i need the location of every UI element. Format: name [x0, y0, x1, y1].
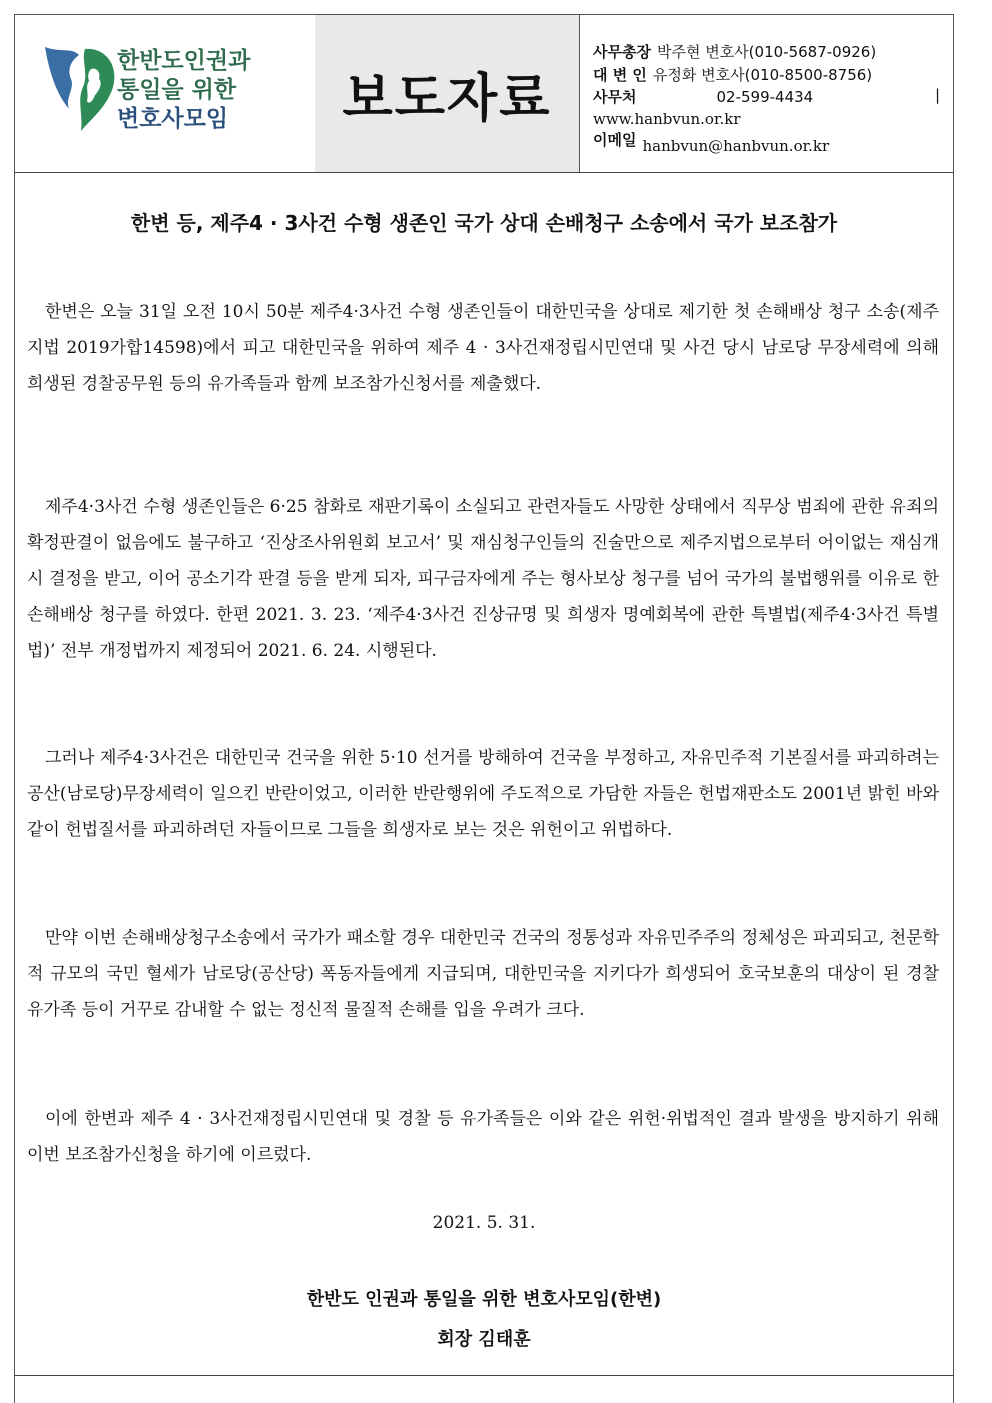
bottom-rule: [15, 1375, 953, 1376]
paragraph-3: [27, 740, 939, 848]
contact-cell: [579, 15, 953, 172]
organization-name: 한반도 인권과 통일을 위한 변호사모임(한변): [306, 1289, 662, 1310]
secretary-row: [593, 41, 876, 62]
title-cell: [315, 15, 580, 172]
office-value: 02-599-4434: [716, 88, 814, 106]
spokesperson-row: [593, 64, 872, 85]
paragraph-5: [27, 1101, 939, 1173]
document-frame: [14, 14, 954, 1403]
press-release-title: 보도자료: [342, 69, 552, 129]
paragraph-1-text: 한변은 오늘 31일 오전 10시 50분 제주4·3사건 수형 생존인들이 대한민국을 상대로 제기한 첫 손해배상 청구 소송(제주지법 2019가합14598)에서 피고 대한민국을 위하여 제주 4 · 3사건재정립시민연대 및 사건 당시 남로당 무장세력에 의해 희생된 경찰공무원 등의 유가족들과 함께 보조참가신청서를 제출했다.: [27, 302, 939, 394]
secretary-label: 사무총장: [593, 43, 651, 61]
paragraph-4: [27, 920, 939, 1028]
president-name: 회장 김태훈: [437, 1329, 531, 1350]
office-label: 사무처: [593, 88, 637, 106]
spokesperson-label: 대 변 인: [593, 66, 647, 84]
paragraph-5-text: 이에 한변과 제주 4 · 3사건재정립시민연대 및 경찰 등 유가족들은 이와 같은 위헌·위법적인 결과 발생을 방지하기 위해 이번 보조참가신청을 하기에 이르렀다.: [27, 1109, 939, 1165]
paragraph-1: [27, 294, 939, 402]
logo-text: [117, 47, 250, 134]
paragraph-2-text: 제주4·3사건 수형 생존인들은 6·25 참화로 재판기록이 소실되고 관련자들도 사망한 상태에서 직무상 범죄에 관한 유죄의 확정판결이 없음에도 불구하고 ‘진상조사위원회 보고서’ 및 재심청구인들의 진술만으로 제주지법으로부터 어이없는 재심개시 결정을 받고, 이어 공소기각 판결 등을 받게 되자, 피구금자에게 주는 형사보상 청구를 넘어 국가의 불법행위를 이유로 한 손해배상 청구를 하였다. 한편 2021. 3. 23. ‘제주4·3사건 진상규명 및 희생자 명예회복에 관한 특별법(제주4·3사건 특별법)’ 전부 개정법까지 제정되어 2021. 6. 24. 시행된다.: [27, 497, 939, 661]
office-row: [593, 86, 813, 107]
email-row: [593, 129, 830, 155]
paragraph-4-text: 만약 이번 손해배상청구소송에서 국가가 패소할 경우 대한민국 건국의 정통성과 자유민주주의 정체성은 파괴되고, 천문학적 규모의 국민 혈세가 남로당(공산당) 폭동자들에게 지급되며, 대한민국을 지키다가 희생되어 호국보훈의 대상이 된 경찰 유가족 등이 거꾸로 감내할 수 없는 정신적 물질적 손해를 입을 우려가 크다.: [27, 928, 939, 1020]
organization-logo-icon: [41, 43, 121, 135]
logo-line-3: 변호사모임: [117, 106, 229, 132]
website-link[interactable]: www.hanbvun.or.kr: [593, 110, 741, 128]
paragraph-2: [27, 489, 939, 669]
paragraph-3-text: 그러나 제주4·3사건은 대한민국 건국을 위한 5·10 선거를 방해하여 건국을 부정하고, 자유민주적 기본질서를 파괴하려는 공산(남로당)무장세력이 일으킨 반란이었고, 이러한 반란행위에 주도적으로 가담한 자들은 헌법재판소도 2001년 밝힌 바와 같이 헌법질서를 파괴하려던 자들이므로 그들을 희생자로 보는 것은 위헌이고 위법하다.: [27, 748, 939, 840]
separator-mark: |: [935, 86, 941, 104]
release-date: 2021. 5. 31.: [432, 1213, 536, 1233]
secretary-value: 박주현 변호사(010-5687-0926): [656, 43, 877, 61]
logo-cell: [15, 15, 316, 172]
logo-line-1: 한반도인권과: [117, 48, 251, 74]
email-link[interactable]: hanbvun@hanbvun.or.kr: [642, 137, 830, 155]
logo-line-2: 통일을 위한: [117, 77, 237, 103]
spokesperson-value: 유정화 변호사(010-8500-8756): [652, 66, 873, 84]
header-table: [15, 15, 953, 173]
email-label: 이메일: [593, 131, 637, 149]
headline: 한변 등, 제주4 · 3사건 수형 생존인 국가 상대 손배청구 소송에서 국가 보조참가: [130, 211, 838, 235]
